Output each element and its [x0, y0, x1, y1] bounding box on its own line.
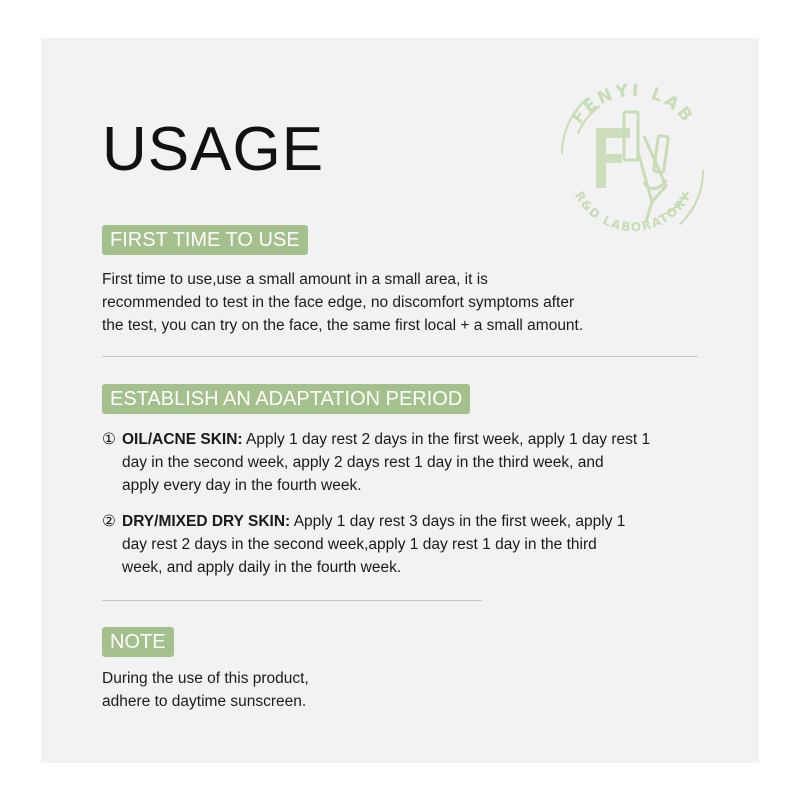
- section-heading-note: NOTE: [102, 627, 174, 657]
- note-paragraph: [102, 667, 309, 713]
- first-time-paragraph: [102, 268, 583, 337]
- item-line: week, and apply daily in the fourth week.: [122, 559, 402, 576]
- svg-text:FENYI LAB: [568, 81, 698, 128]
- item-line: day in the second week, apply 2 days rest 1 day in the third week, and: [122, 454, 604, 471]
- item-line: apply every day in the fourth week.: [122, 477, 362, 494]
- logo-bottom-text: R&D LABORATORY: [571, 189, 695, 235]
- section-heading-adaptation: ESTABLISH AN ADAPTATION PERIOD: [102, 384, 470, 414]
- divider: [102, 600, 482, 601]
- item-line: Apply 1 day rest 2 days in the first week, apply 1 day rest 1: [246, 431, 651, 448]
- logo-top-text: FENYI LAB: [567, 80, 698, 128]
- page-title: USAGE: [102, 115, 325, 184]
- section-heading-first-time: FIRST TIME TO USE: [102, 225, 308, 255]
- fenyi-lab-logo-icon: [548, 74, 718, 244]
- item-label: DRY/MIXED DRY SKIN:: [122, 513, 291, 530]
- paragraph-line: the test, you can try on the face, the same first local + a small amount.: [102, 317, 584, 334]
- svg-text:R&D LABORATORY: [572, 189, 694, 234]
- list-item-dry-mixed: [102, 510, 702, 579]
- item-number: ②: [102, 513, 116, 530]
- paragraph-line: First time to use,use a small amount in a small area, it is: [102, 271, 488, 288]
- item-number: ①: [102, 431, 116, 448]
- item-line: day rest 2 days in the second week,apply 1 day rest 1 day in the third: [122, 536, 597, 553]
- item-line: Apply 1 day rest 3 days in the first week, apply 1: [293, 513, 626, 530]
- item-label: OIL/ACNE SKIN:: [122, 431, 243, 448]
- paragraph-line: recommended to test in the face edge, no discomfort symptoms after: [102, 294, 575, 311]
- divider: [102, 356, 698, 357]
- list-item-oil-acne: [102, 428, 702, 497]
- paragraph-line: adhere to daytime sunscreen.: [102, 693, 307, 710]
- paragraph-line: During the use of this product,: [102, 670, 309, 687]
